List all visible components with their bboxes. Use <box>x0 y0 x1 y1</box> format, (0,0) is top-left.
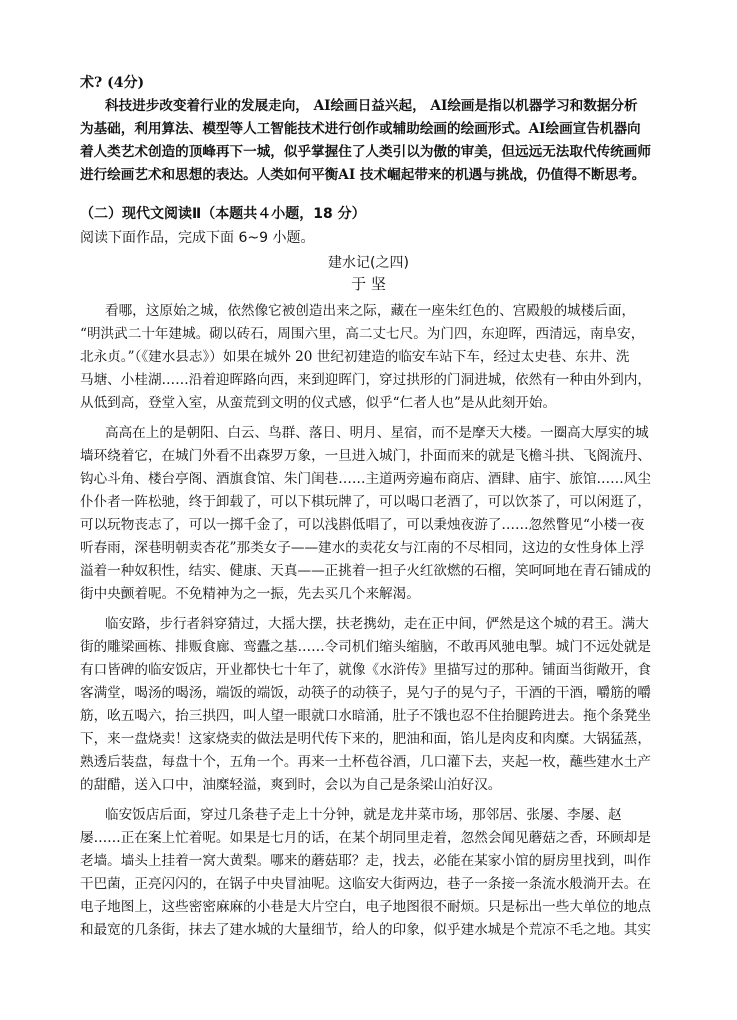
article-line: 筋，吆五喝六，抬三拱四，叫人望一眼就口水暗涌，肚子不饿也忍不住抬腿跨进去。拖个条凳坐 <box>80 708 651 724</box>
article-line: 临安路，步行者斜穿猜过，大摇大摆，扶老携幼，走在正中间，俨然是这个城的君王。满大 <box>105 616 649 632</box>
article-line: 屡……正在案上忙着呢。如果是七月的话，在某个胡同里走着，忽然会闻见蘑菇之香，环顾却是 <box>80 830 651 846</box>
article-line: 干巴菌，正亮闪闪的，在锅子中央冒油呢。这临安大街两边，巷子一条接一条流水般淌开去。在 <box>80 876 651 892</box>
article-line: 钩心斗角、楼台亭阁、酒旗食馆、朱门闺巷……主道两旁遍布商店、酒肆、庙宇、旅馆……风尘 <box>80 471 651 487</box>
article-title: 建水记(之四) <box>328 255 409 271</box>
article-line: “明洪武二十年建城。砌以砖石，周围六里，高二丈七尺。为门四，东迎晖，西清远，南阜安， <box>80 326 645 342</box>
intro-line: 着人类艺术创造的顶峰再下一城，似乎掌握住了人类引以为傲的审美，但远远无法取代传统画师 <box>80 144 651 160</box>
article-line: 客满堂，喝汤的喝汤，端饭的端饭，动筷子的动筷子，晃勺子的晃勺子，干酒的干酒，嚼筋的嚼 <box>80 685 651 701</box>
section-header: （二）现代文阅读Ⅱ（本题共４小题，18 分） <box>80 206 366 222</box>
article-line: 街中央颤着呢。不免精神为之一振，先去买几个来解渴。 <box>80 586 420 602</box>
intro-line: 为基础，利用算法、模型等人工智能技术进行创作或辅助绘画的绘画形式。AI绘画宣告机器向 <box>80 121 641 137</box>
article-line: 街的雕梁画栋、排贩食廊、鸾蠹之基……令司机们缩头缩脑，不敢再风驰电掣。城门不远处就是 <box>80 639 651 655</box>
article-author: 于 坚 <box>351 275 386 293</box>
article-line: 马塘、小桂湖……沿着迎晖路向西，来到迎晖门，穿过拱形的门洞进城，依然有一种由外到内， <box>80 372 651 388</box>
article-line: 电子地图上，这些密密麻麻的小巷是大片空白，电子地图很不耐烦。只是标出一些大单位的地点 <box>80 899 651 915</box>
article-line: 下，来一盘烧卖！这家烧卖的做法是明代传下来的，肥油和面，馅儿是肉皮和肉糜。大锅猛蒸， <box>80 731 651 747</box>
article-line: 溢着一种奴积性，结实、健康、天真——正挑着一担子火红欲燃的石榴，笑呵呵地在青石铺成的 <box>80 563 651 579</box>
article-line: 有口皆碑的临安饭店，开业都快七十年了，就像《水浒传》里描写过的那种。铺面当街敞开，食 <box>80 662 651 678</box>
article-line: 看哪，这原始之城，依然像它被创造出来之际，藏在一座朱红色的、宫殿般的城楼后面， <box>105 303 636 319</box>
article-line: 熟透后装盘，每盘十个，五角一个。再来一土杯苞谷酒，几口灌下去，夹起一枚，蘸些建水土产 <box>80 754 651 770</box>
section-instruction: 阅读下面作品，完成下面 6~9 小题。 <box>80 230 315 246</box>
article-line: 听春雨，深巷明朝卖杏花”那类女子——建水的卖花女与江南的不尽相同，这边的女性身体上浮 <box>80 540 645 556</box>
intro-line: 进行绘画艺术和思想的表达。人类如何平衡AI 技术崛起带来的机遇与挑战，仍值得不断思考。 <box>80 167 646 183</box>
article-line: 和最宽的几条街，抹去了建水城的大量细节，给人的印象，似乎建水城是个荒凉不毛之地。其实 <box>80 922 651 938</box>
article-line: 高高在上的是朝阳、白云、鸟群、落日、明月、星宿，而不是摩天大楼。一圈高大厚实的城 <box>105 425 649 441</box>
article-line: 仆仆者一阵松驰，终于卸载了，可以下棋玩牌了，可以喝口老酒了，可以饮茶了，可以闲逛了， <box>80 494 651 510</box>
article-line: 可以玩物丧志了，可以一掷千金了，可以浅斟低唱了，可以秉烛夜游了……忽然瞥见“小楼一夜 <box>80 517 645 533</box>
intro-line: 科技进步改变着行业的发展走向， AI绘画日益兴起， AI绘画是指以机器学习和数据分析 <box>105 98 638 114</box>
article-line: 临安饭店后面，穿过几条巷子走上十分钟，就是龙井菜市场，那邻居、张屡、李屡、赵 <box>105 807 622 823</box>
article-line: 从低到高，登堂入室，从蛮荒到文明的仪式感，似乎“仁者人也”是从此刻开始。 <box>80 395 557 411</box>
article-line: 墙环绕着它，在城门外看不出森罗万象，一旦进入城门，扑面而来的就是飞檐斗拱、飞阁流丹、 <box>80 448 651 464</box>
question-heading: 术? (4分) <box>80 75 145 91</box>
article-line: 北永贞。”（《建水县志》）如果在城外 20 世纪初建造的临安车站下车，经过太史巷、东井、洗 <box>80 349 630 365</box>
article-line: 的甜醋，送入口中，油糜轻溢，爽到时，会以为自己是条梁山泊好汉。 <box>80 777 502 793</box>
article-line: 老墙。墙头上挂着一窝大黄梨。哪来的蘑菇耶？走，找去，必能在某家小馆的厨房里找到，叫作 <box>80 853 651 869</box>
